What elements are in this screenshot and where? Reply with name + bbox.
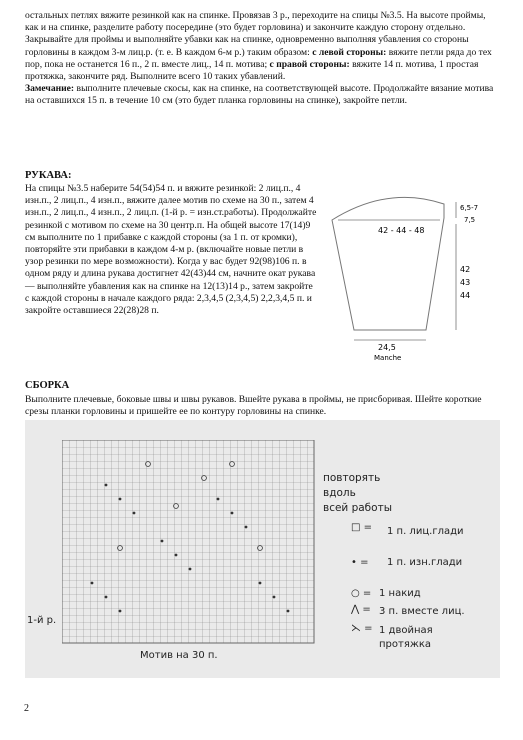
left-side-text: вяжите петли ряда до тех пор, пока не останется 16 п., 2 п. вместе лиц., 14 п. мотива; [25, 46, 492, 70]
legend-text-double-2: протяжка [379, 639, 432, 650]
top-width-label: 42 - 44 - 48 [378, 226, 425, 235]
note-label: Замечание: [25, 83, 75, 95]
right-side-label: с правой стороны: [269, 58, 350, 70]
repeat-label-3: всей работы [323, 502, 392, 514]
repeat-label-2: вдоль [323, 487, 356, 499]
cap-height-label-2: 7,5 [464, 216, 476, 224]
legend-symbol-purl: • = [351, 557, 369, 568]
assembly-text: Выполните плечевые, боковые швы и швы рукавов. Вшейте рукава в проймы, не присборивая. Шейте короткие срезы планки горловины и пришейте ее по контуру горловины на спинке. [25, 394, 482, 418]
legend-symbol-knit: □ = [351, 522, 373, 533]
legend-text-k3tog: 3 п. вместе лиц. [379, 606, 465, 617]
length-label-2: 43 [460, 278, 471, 287]
repeat-label-1: повторять [323, 472, 381, 484]
sleeves-text: На спицы №3.5 наберите 54(54)54 п. и вяжите резинкой: 2 лиц.п., 4 изн.п., 2 лиц.п., 4 изн.п., вяжите далее мотив по схеме на 30 п., затем 4 изн.п., 2 лиц.п., 4 изн.п., 2 лиц.п. (1-й р. = изн.ст.работы). Продолжайте резинкой с мотивом по схеме на 30 центр.п. На общей высоте 17(14)9 см выполните по 1 прибавке с каждой стороны (за 1 п. от кромки), повторяйте эти прибавки в каждом 4-м р. (включайте новые петли в узор резинки по мере возможности). Когда у вас будет 92(98)106 п. в одном ряду и длина рукава достигнет 42(43)44 см, начните окат рукава — выполняйте убавления как на спинке на 12(13)14 р., затем закройте с каждой стороны в начале каждого ряда: 2,3,4,5 (2,3,4,5) 2,2,3,4,5 п. и закройте оставшиеся 22(28)28 п. [25, 183, 317, 317]
sleeve-outline [332, 197, 444, 330]
legend-symbol-yo: ○ = [351, 588, 372, 599]
sleeves-heading: РУКАВА: [25, 170, 72, 181]
sleeve-diagram [318, 190, 508, 375]
legend-text-knit: 1 п. лиц.глади [387, 526, 464, 537]
stitch-chart-grid [62, 440, 332, 645]
note-text: выполните плечевые скосы, как на спинке, на соответствующей высоте. Продолжайте вязание мотива на оставшихся 15 п. в течение 10 см (это будет планка горловины на спинке), закройте петли. [25, 83, 494, 107]
legend-text-yo: 1 накид [379, 588, 421, 599]
assembly-heading: СБОРКА [25, 380, 70, 391]
bottom-width-label: 24,5 [378, 343, 396, 352]
pattern-chart-panel [25, 420, 500, 678]
length-label-3: 44 [460, 291, 471, 300]
diagram-caption: Manche [374, 354, 402, 362]
length-label-1: 42 [460, 265, 471, 274]
legend-symbol-k3tog: ⋀ = [351, 604, 371, 615]
legend-text-purl: 1 п. изн.глади [387, 557, 463, 568]
first-row-label: 1-й р. [27, 615, 57, 626]
left-side-label: с левой стороны: [312, 46, 387, 58]
intro-text: остальных петлях вяжите резинкой как на спинке. Провязав 3 р., переходите на спицы №3.5. На высоте проймы, как и на спинке, разделите работу посередине (это будет горловина) и закончите каждую сторону отдельно. Закрывайте для проймы и выполняйте убавки как на спинке, одновременно выполняя убавления со стороны горловины в каждом 3-м лиц.р. (т. е. В каждом 6-м р.) таким образом: [25, 10, 486, 58]
page-number: 2 [24, 703, 29, 714]
intro-paragraph [25, 10, 501, 108]
legend-text-double: 1 двойная [379, 625, 433, 636]
legend-symbol-double: ⋋ = [351, 623, 373, 634]
right-side-text: вяжите 14 п. мотива, 1 простая протяжка, закончите ряд. Выполните всего 10 таких убавлений. [25, 58, 479, 83]
cap-height-label-1: 6,5-7 [460, 204, 479, 212]
motif-label: Мотив на 30 п. [140, 650, 218, 661]
